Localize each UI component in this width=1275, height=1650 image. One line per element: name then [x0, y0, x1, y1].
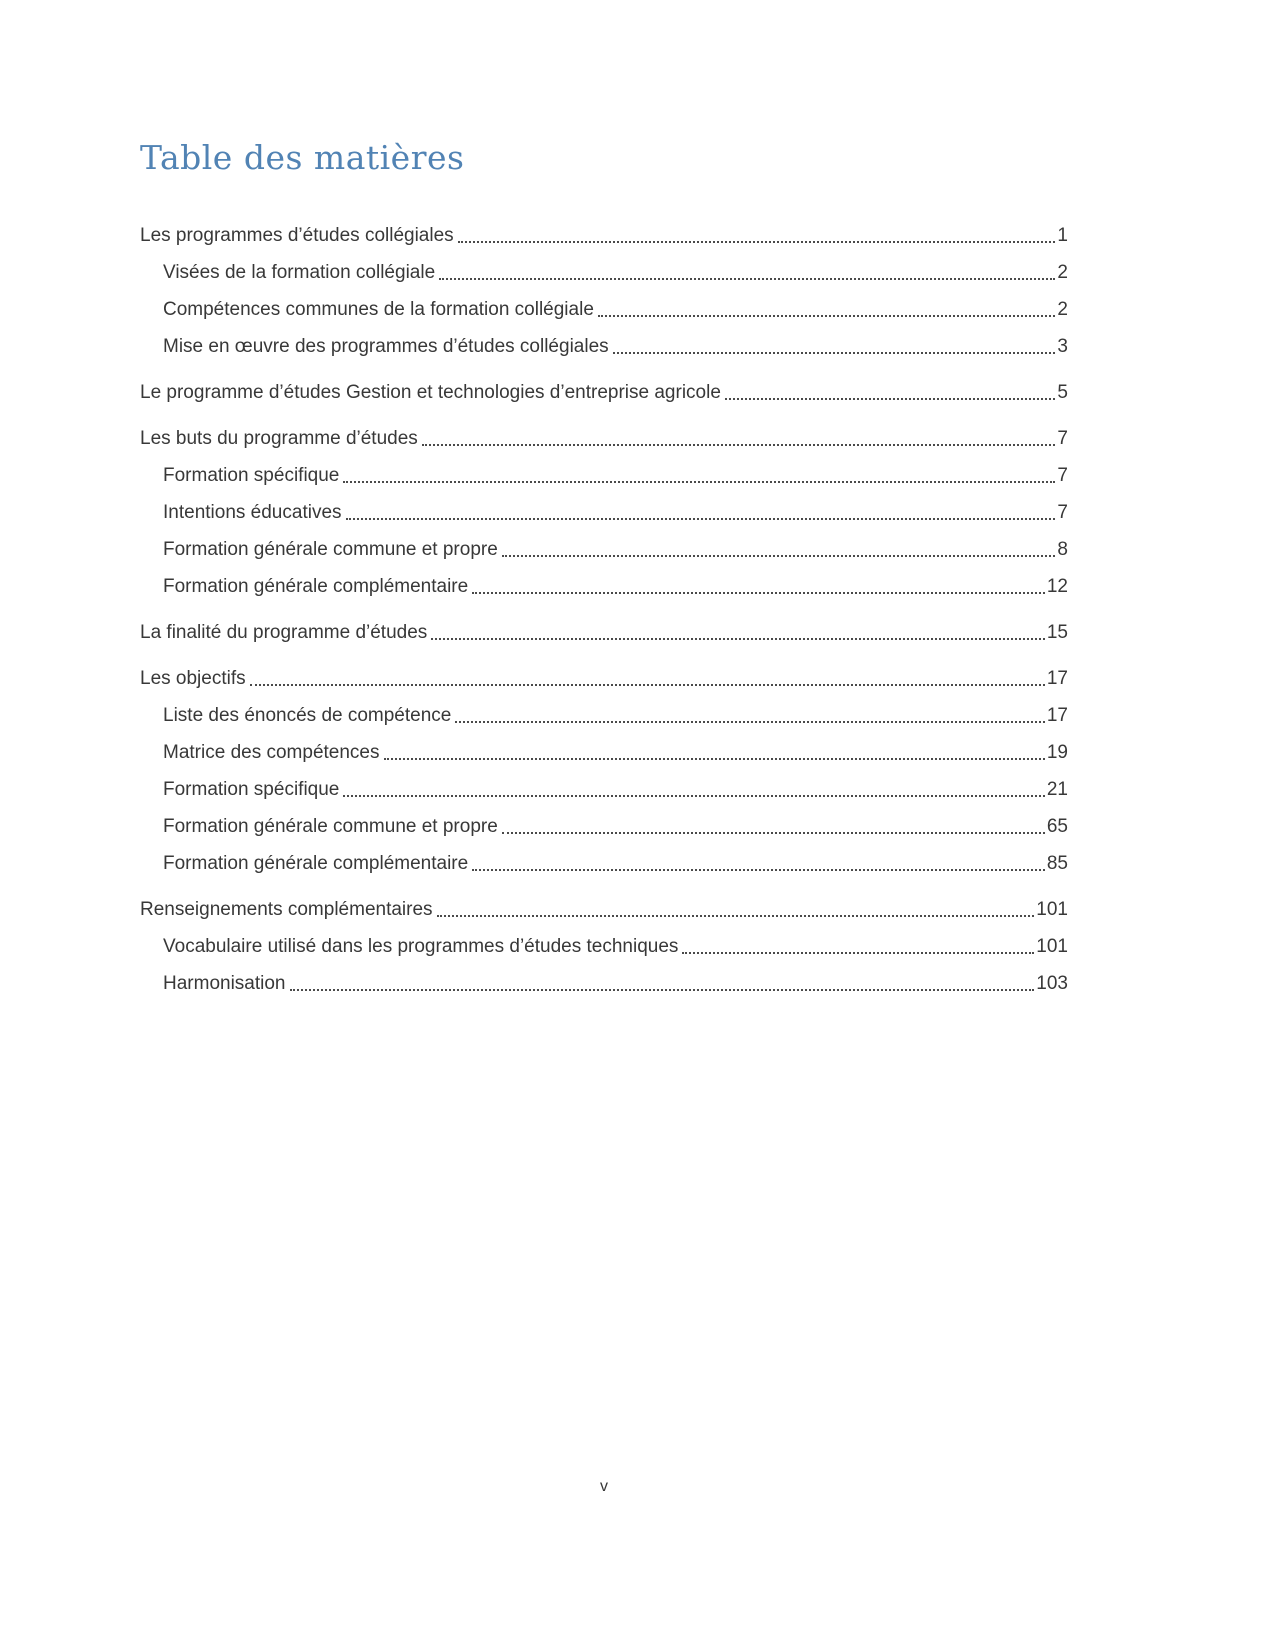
- page-number-footer: v: [600, 1478, 608, 1495]
- toc-entry[interactable]: [140, 225, 1068, 247]
- toc-entry-label: Formation générale commune et propre: [163, 816, 498, 837]
- toc-entry-label: Le programme d’études Gestion et technologies d’entreprise agricole: [140, 382, 721, 403]
- toc-entry-page-number: 103: [1036, 973, 1068, 994]
- toc-entry-page-number: 7: [1057, 465, 1068, 486]
- toc-entry-label: Harmonisation: [163, 973, 286, 994]
- toc-entry-page-number: 21: [1046, 779, 1068, 800]
- toc-entry[interactable]: [140, 899, 1068, 921]
- toc-dot-leader: [472, 869, 1045, 871]
- page-title: Table des matières: [140, 138, 465, 177]
- toc-group: [140, 428, 1068, 598]
- toc-entry-label: Les buts du programme d’études: [140, 428, 418, 449]
- toc-entry[interactable]: [140, 705, 1068, 727]
- toc-entry[interactable]: [140, 622, 1068, 644]
- toc-entry-page-number: 15: [1046, 622, 1068, 643]
- toc-entry-label: La finalité du programme d’études: [140, 622, 428, 643]
- toc-dot-leader: [598, 315, 1056, 317]
- toc-group: [140, 622, 1068, 644]
- toc-entry-label: Les programmes d’études collégiales: [140, 225, 454, 246]
- toc-entry[interactable]: [140, 742, 1068, 764]
- toc-entry[interactable]: [140, 779, 1068, 801]
- toc-entry[interactable]: [140, 853, 1068, 875]
- toc-entry-page-number: 3: [1057, 336, 1068, 357]
- toc-entry-label: Matrice des compétences: [163, 742, 380, 763]
- toc-entry-page-number: 1: [1057, 225, 1068, 246]
- toc-entry-page-number: 65: [1046, 816, 1068, 837]
- toc-entry-page-number: 101: [1036, 936, 1068, 957]
- toc-dot-leader: [384, 758, 1045, 760]
- toc-entry-label: Formation générale complémentaire: [163, 853, 469, 874]
- toc-entry-label: Compétences communes de la formation collégiale: [163, 299, 594, 320]
- toc-entry[interactable]: [140, 816, 1068, 838]
- toc-entry-label: Liste des énoncés de compétence: [163, 705, 452, 726]
- toc-dot-leader: [725, 398, 1056, 400]
- toc-dot-leader: [422, 444, 1056, 446]
- toc-entry-label: Les objectifs: [140, 668, 246, 689]
- toc-dot-leader: [346, 518, 1056, 520]
- toc-entry-label: Mise en œuvre des programmes d’études collégiales: [163, 336, 609, 357]
- toc-entry[interactable]: [140, 502, 1068, 524]
- toc-entry[interactable]: [140, 668, 1068, 690]
- toc-entry[interactable]: [140, 336, 1068, 358]
- toc-dot-leader: [682, 952, 1034, 954]
- toc-dot-leader: [343, 481, 1055, 483]
- toc-entry-page-number: 5: [1057, 382, 1068, 403]
- toc-dot-leader: [502, 555, 1056, 557]
- toc-dot-leader: [455, 721, 1045, 723]
- toc-entry[interactable]: [140, 973, 1068, 995]
- toc-entry-page-number: 19: [1046, 742, 1068, 763]
- toc-entry-label: Renseignements complémentaires: [140, 899, 433, 920]
- toc-group: [140, 668, 1068, 875]
- toc-dot-leader: [437, 915, 1035, 917]
- toc-entry[interactable]: [140, 299, 1068, 321]
- toc-entry-page-number: 101: [1036, 899, 1068, 920]
- toc-entry-page-number: 7: [1057, 428, 1068, 449]
- toc-dot-leader: [290, 989, 1035, 991]
- toc-entry-page-number: 17: [1046, 668, 1068, 689]
- toc-dot-leader: [458, 241, 1056, 243]
- toc-entry-label: Formation spécifique: [163, 465, 340, 486]
- toc-group: [140, 899, 1068, 995]
- toc-entry-page-number: 17: [1046, 705, 1068, 726]
- toc-entry[interactable]: [140, 539, 1068, 561]
- toc-entry[interactable]: [140, 262, 1068, 284]
- toc-entry-label: Intentions éducatives: [163, 502, 342, 523]
- toc-entry-label: Formation spécifique: [163, 779, 340, 800]
- toc-entry-page-number: 7: [1057, 502, 1068, 523]
- toc-entry-label: Visées de la formation collégiale: [163, 262, 436, 283]
- toc-entry-page-number: 2: [1057, 299, 1068, 320]
- toc-entry[interactable]: [140, 936, 1068, 958]
- toc-dot-leader: [250, 684, 1045, 686]
- toc-entry-page-number: 2: [1057, 262, 1068, 283]
- toc-entry[interactable]: [140, 465, 1068, 487]
- toc-dot-leader: [613, 352, 1056, 354]
- toc-dot-leader: [472, 592, 1045, 594]
- toc-entry[interactable]: [140, 428, 1068, 450]
- toc-group: [140, 382, 1068, 404]
- toc-entry[interactable]: [140, 576, 1068, 598]
- toc-entry-label: Formation générale complémentaire: [163, 576, 469, 597]
- toc-dot-leader: [439, 278, 1055, 280]
- table-of-contents: [140, 225, 1068, 995]
- toc-dot-leader: [343, 795, 1044, 797]
- toc-dot-leader: [431, 638, 1045, 640]
- toc-entry-label: Formation générale commune et propre: [163, 539, 498, 560]
- toc-entry-page-number: 8: [1057, 539, 1068, 560]
- toc-dot-leader: [502, 832, 1045, 834]
- toc-entry-page-number: 85: [1046, 853, 1068, 874]
- toc-group: [140, 225, 1068, 358]
- toc-entry-page-number: 12: [1046, 576, 1068, 597]
- toc-entry[interactable]: [140, 382, 1068, 404]
- toc-entry-label: Vocabulaire utilisé dans les programmes d’études techniques: [163, 936, 679, 957]
